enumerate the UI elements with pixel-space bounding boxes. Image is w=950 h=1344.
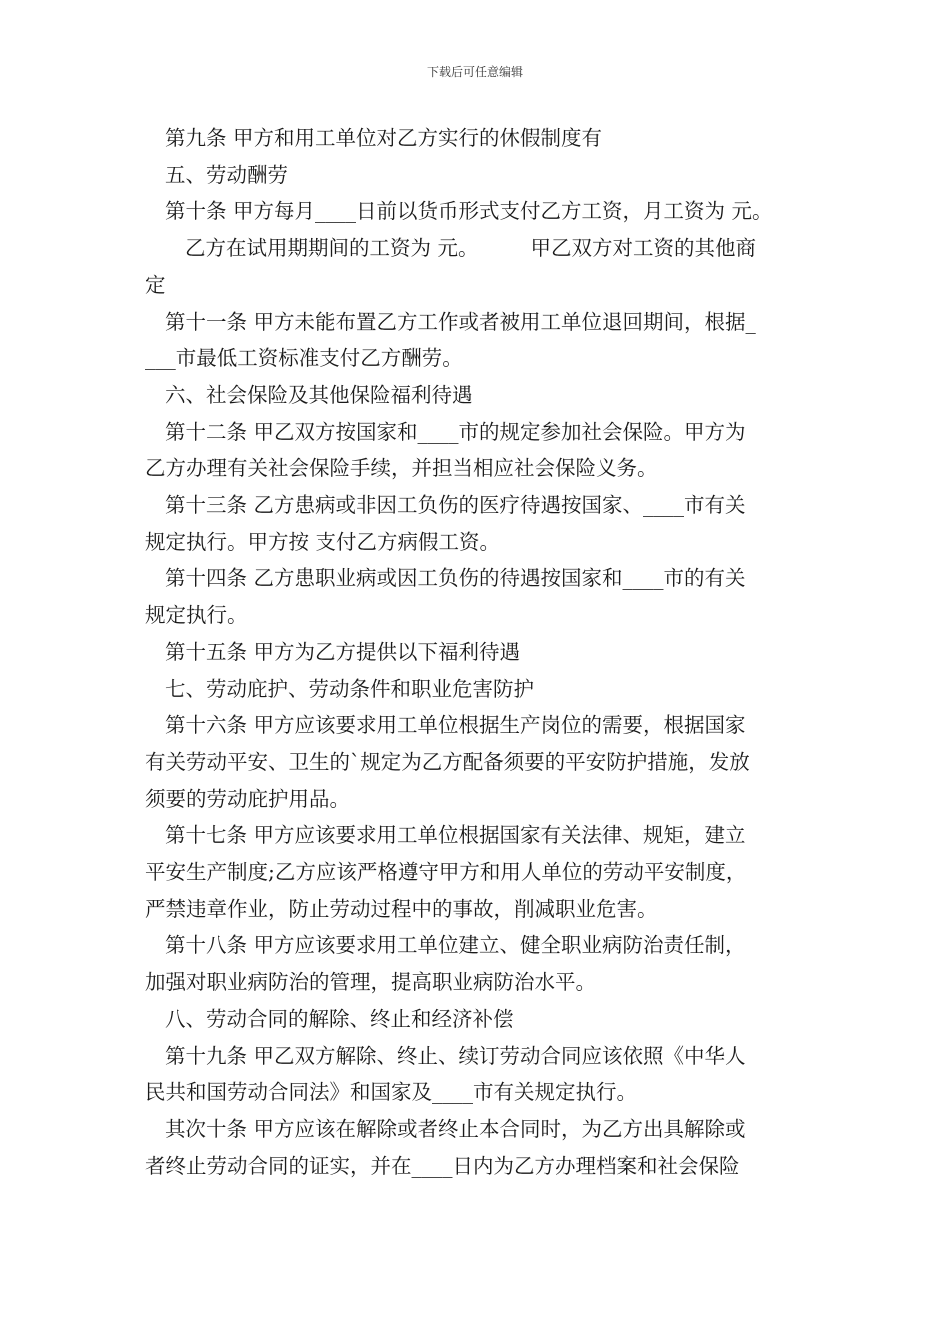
text-line: 第十六条 甲方应该要求用工单位根据生产岗位的需要，根据国家: [165, 713, 746, 738]
text-line: 乙方办理有关社会保险手续，并担当相应社会保险义务。: [145, 456, 658, 481]
text-line: 有关劳动平安、卫生的`规定为乙方配备须要的平安防护措施，发放: [145, 749, 750, 774]
text-line: 第十八条 甲方应该要求用工单位建立、健全职业病防治责任制，: [165, 933, 746, 958]
text-line: 者终止劳动合同的证实，并在____日内为乙方办理档案和社会保险: [145, 1153, 740, 1178]
text-line: 须要的劳动庇护用品。: [145, 786, 350, 811]
text-line: 严禁违章作业，防止劳动过程中的事故，削减职业危害。: [145, 896, 658, 921]
text-line-combined: [145, 230, 813, 267]
text-line: 第十四条 乙方患职业病或因工负伤的待遇按国家和____市的有关: [165, 566, 746, 591]
text-line: 第十九条 甲乙双方解除、终止、续订劳动合同应该依照《中华人: [165, 1043, 746, 1068]
text-line: 规定执行。: [145, 603, 248, 628]
text-line: 第十二条 甲乙双方按国家和____市的规定参加社会保险。甲方为: [165, 419, 746, 444]
section-heading: 八、劳动合同的解除、终止和经济补偿: [165, 1006, 514, 1031]
text-line: 第十条 甲方每月____日前以货币形式支付乙方工资，月工资为 元。: [165, 199, 773, 224]
text-line: 第九条 甲方和用工单位对乙方实行的休假制度有: [165, 126, 603, 150]
text-line: 第十一条 甲方未能布置乙方工作或者被用工单位退回期间，根据_: [165, 309, 756, 334]
section-heading: 六、社会保险及其他保险福利待遇: [165, 382, 473, 407]
text-line: 其次十条 甲方应该在解除或者终止本合同时，为乙方出具解除或: [165, 1116, 746, 1141]
text-segment: 乙方在试用期期间的工资为 元。: [185, 236, 479, 261]
text-line: ___市最低工资标准支付乙方酬劳。: [145, 346, 463, 371]
text-line: 规定执行。甲方按 支付乙方病假工资。: [145, 529, 501, 554]
text-line: 加强对职业病防治的管理，提高职业病防治水平。: [145, 970, 596, 995]
page-header-note: 下载后可任意编辑: [426, 65, 523, 79]
section-heading: 五、劳动酬劳: [165, 162, 288, 187]
text-line: 第十三条 乙方患病或非因工负伤的医疗待遇按国家、____市有关: [165, 493, 746, 518]
text-line: 第十五条 甲方为乙方提供以下福利待遇: [165, 639, 521, 664]
text-line: 民共和国劳动合同法》和国家及____市有关规定执行。: [145, 1080, 637, 1105]
text-line: 定: [145, 272, 166, 297]
section-heading: 七、劳动庇护、劳动条件和职业危害防护: [165, 676, 534, 701]
text-segment: 甲乙双方对工资的其他商: [530, 236, 757, 261]
text-line: 平安生产制度;乙方应该严格遵守甲方和用人单位的劳动平安制度，: [145, 860, 747, 885]
text-line: 第十七条 甲方应该要求用工单位根据国家有关法律、规矩，建立: [165, 823, 746, 848]
document-body: [145, 120, 813, 1184]
